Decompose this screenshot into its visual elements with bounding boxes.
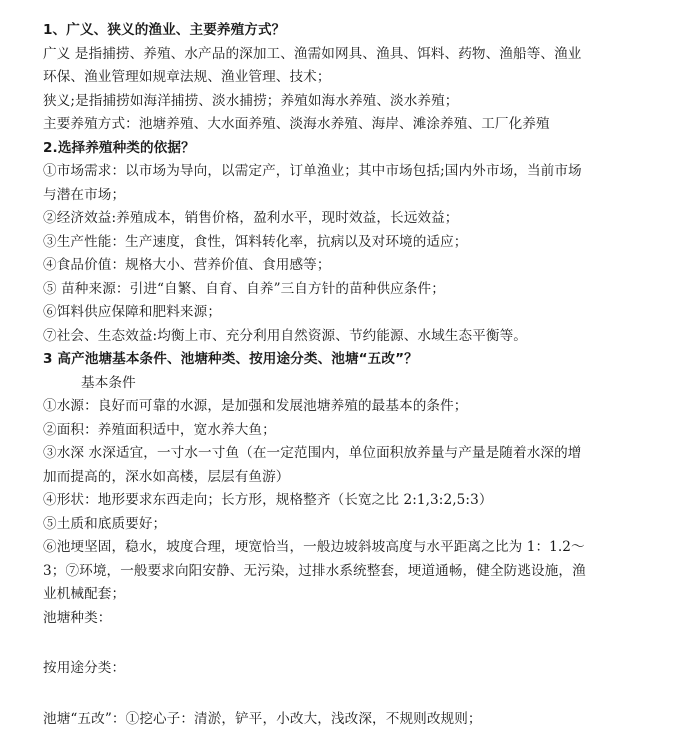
paragraph-line: 主要养殖方式：池塘养殖、大水面养殖、淡海水养殖、海岸、滩涂养殖、工厂化养殖 bbox=[43, 113, 673, 137]
section-heading-2: 2.选择养殖种类的依据？ bbox=[43, 137, 673, 161]
list-item: ②面积：养殖面积适中，宽水养大鱼； bbox=[43, 419, 673, 443]
list-item: ⑥饵料供应保障和肥料来源； bbox=[43, 301, 673, 325]
list-item: ①市场需求：以市场为导向，以需定产，订单渔业；其中市场包括;国内外市场，当前市场 bbox=[43, 160, 673, 184]
section-heading-3: 3 高产池塘基本条件、池塘种类、按用途分类、池塘“五改”？ bbox=[43, 348, 673, 372]
list-item: ⑤土质和底质要好； bbox=[43, 513, 673, 537]
blank-line bbox=[43, 681, 673, 708]
paragraph-line: 池塘“五改”：①挖心子：清淤，铲平，小改大，浅改深，不规则改规则； bbox=[43, 708, 673, 731]
paragraph-line: 广义 是指捕捞、养殖、水产品的深加工、渔需如网具、渔具、饵料、药物、渔船等、渔业 bbox=[43, 43, 673, 67]
list-item: ③水深 水深适宜，一寸水一寸鱼（在一定范围内，单位面积放养量与产量是随着水深的增 bbox=[43, 442, 673, 466]
list-item: ③生产性能：生产速度，食性，饵料转化率，抗病以及对环境的适应； bbox=[43, 231, 673, 255]
list-item: ⑥池埂坚固，稳水，坡度合理，埂宽恰当，一般边坡斜坡高度与水平距离之比为 1：1.2～ bbox=[43, 536, 673, 560]
list-item: 业机械配套； bbox=[43, 583, 673, 607]
list-item: ⑤ 苗种来源：引进“自繁、自育、自养”三自方针的苗种供应条件； bbox=[43, 278, 673, 302]
list-item: 加而提高的，深水如高楼，层层有鱼游） bbox=[43, 466, 673, 490]
paragraph-line: 池塘种类： bbox=[43, 607, 673, 631]
list-item: ⑦社会、生态效益:均衡上市、充分利用自然资源、节约能源、水域生态平衡等。 bbox=[43, 325, 673, 349]
list-item: ②经济效益:养殖成本，销售价格，盈利水平，现时效益，长远效益； bbox=[43, 207, 673, 231]
blank-line bbox=[43, 630, 673, 657]
list-item: 与潜在市场； bbox=[43, 184, 673, 208]
paragraph-line: 按用途分类： bbox=[43, 657, 673, 681]
subheading: 基本条件 bbox=[43, 372, 673, 396]
list-item: 3；⑦环境，一般要求向阳安静、无污染，过排水系统整套，埂道通畅，健全防逃设施，渔 bbox=[43, 560, 673, 584]
list-item: ①水源：良好而可靠的水源，是加强和发展池塘养殖的最基本的条件； bbox=[43, 395, 673, 419]
document-body bbox=[43, 19, 673, 731]
paragraph-line: 环保、渔业管理如规章法规、渔业管理、技术； bbox=[43, 66, 673, 90]
paragraph-line: 狭义;是指捕捞如海洋捕捞、淡水捕捞；养殖如海水养殖、淡水养殖； bbox=[43, 90, 673, 114]
list-item: ④形状：地形要求东西走向；长方形，规格整齐（长宽之比 2:1,3:2,5:3） bbox=[43, 489, 673, 513]
list-item: ④食品价值：规格大小、营养价值、食用感等； bbox=[43, 254, 673, 278]
section-heading-1: 1、广义、狭义的渔业、主要养殖方式？ bbox=[43, 19, 673, 43]
